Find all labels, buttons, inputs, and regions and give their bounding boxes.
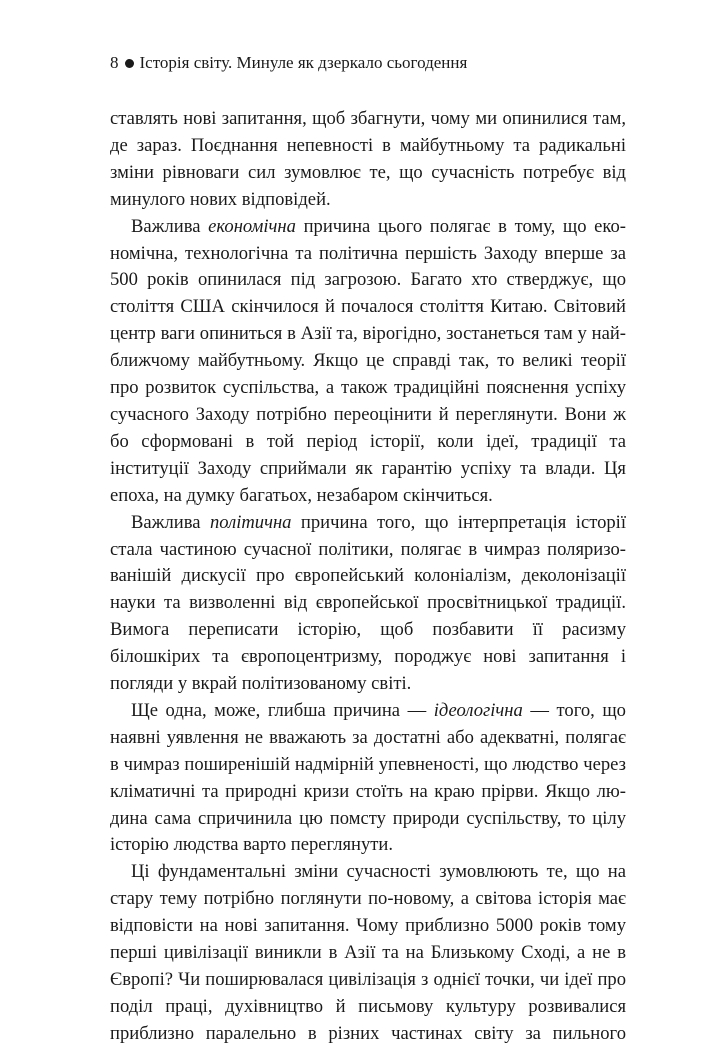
paragraph-4-italic: ідеологічна (433, 699, 523, 721)
paragraph-3 (110, 510, 626, 698)
paragraph-2-lead: Важлива (131, 215, 209, 237)
paragraph-4-lead: Ще одна, може, глибша причина — (131, 699, 434, 721)
paragraph-2-italic: економічна (208, 215, 296, 237)
body-text (110, 106, 626, 1048)
paragraph-4 (110, 698, 626, 859)
running-title: Історія світу. Минуле як дзеркало сьогодення (139, 53, 468, 72)
paragraph-5 (110, 859, 626, 1047)
paragraph-4-body: — того, що наявні уявлення не вважають за достатні або адекватні, полягає в чимраз поширенішій надмірній упевненості, що людство через кліматичні та природні кризи стоїть на краю прірви. Якщо людина сама спричинила цю помсту природи суспільству, то цілу історію людства варто переглянути. (110, 699, 626, 856)
paragraph-1 (110, 106, 626, 214)
paragraph-3-italic: політична (209, 511, 292, 533)
paragraph-3-lead: Важлива (131, 511, 210, 533)
bullet-icon (125, 59, 134, 68)
running-header (110, 52, 626, 74)
paragraph-2 (110, 214, 626, 510)
paragraph-1-text: ставлять нові запитання, щоб збагнути, чому ми опинилися там, де зараз. Поєднання непевності в майбутньому та радикальні зміни рівноваги сил зумовлює те, що сучасність потребує від минулого нових відповідей. (110, 108, 626, 210)
paragraph-2-body: причина цього полягає в тому, що економічна, технологічна та політична першість Заходу вперше за 500 років опинилася під загрозою. Багато хто стверджує, що століття США скінчилося й почалося століття Китаю. Світовий центр ваги опиниться в Азії та, вірогідно, зостанеться там у найближчому майбутньому. Якщо це справді так, то великі теорії про розвиток суспільства, а також традиційні пояснення успіху сучасного Заходу потрібно переоцінити й переглянути. Вони ж бо сформовані в той період історії, коли ідеї, традиції та інституції Заходу сприймали як гарантію успіху та влади. Ця епоха, на думку багатьох, незабаром скінчиться. (110, 215, 626, 506)
book-page (110, 52, 626, 1048)
paragraph-5-text: Ці фундаментальні зміни сучасності зумовлюють те, що на стару тему потрібно поглянути по-новому, а світова історія має відповісти на нові запитання. Чому приблизно 5000 років тому перші цивілізації виникли в Азії та на Близькому Сході, а не в Європі? Чи поширювалася цивілізація з однієї точки, чи ідеї про поділ праці, духівництво й письмову культуру розвивалися приблизно паралельно в різних частинах світу за пильного (110, 861, 626, 1044)
paragraph-3-body: причина того, що інтерпретація історії стала частиною сучасної політики, полягає в чимраз поляризованішій дискусії про європейський колоніалізм, деколонізації науки та визволенні від європейської просвітницької традиції. Вимога переписати історію, щоб позбавити її расизму білошкірих та європоцентризму, породжує нові запитання і погляди у вкрай політизованому світі. (110, 511, 627, 695)
page-number: 8 (110, 53, 119, 72)
